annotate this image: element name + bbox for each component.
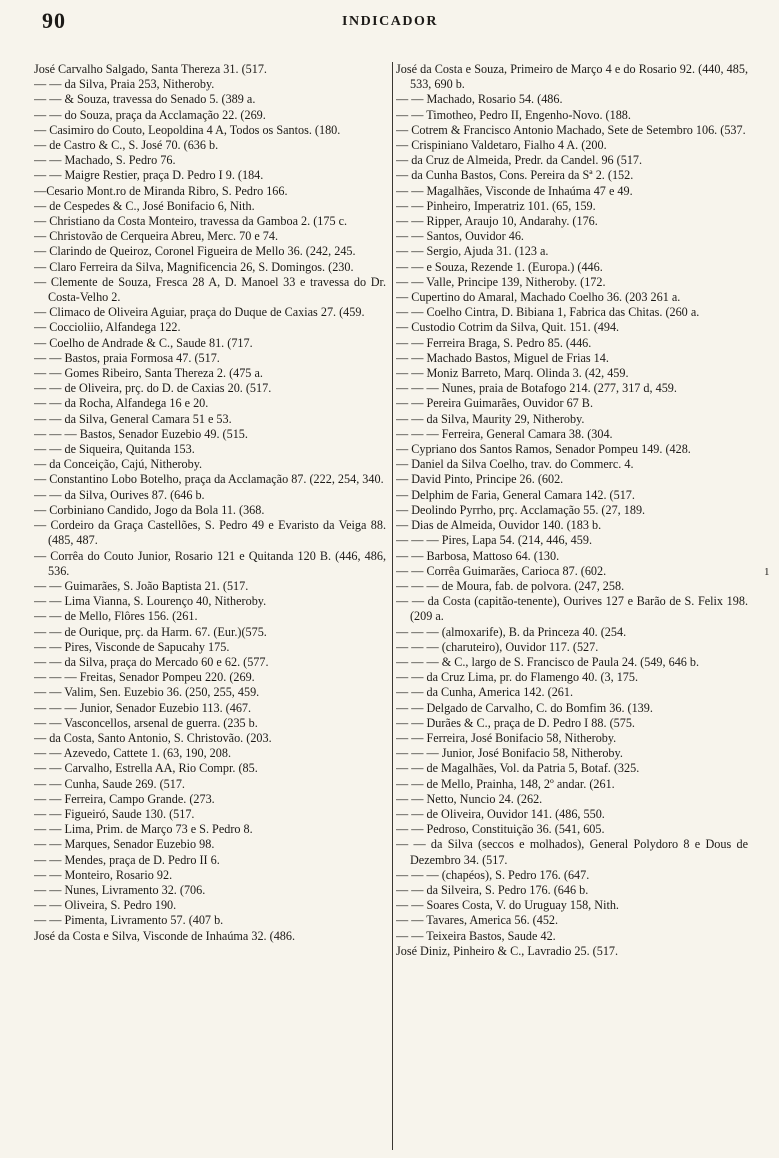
directory-entry: — — de Magalhães, Vol. da Patria 5, Botaf. (325. <box>396 761 640 776</box>
directory-entry: — da Costa, Santo Antonio, S. Christovão. (203. <box>34 730 272 745</box>
directory-entry: — — — (chapéos), S. Pedro 176. (647. <box>396 867 590 882</box>
directory-entry: — — Mendes, praça de D. Pedro II 6. <box>34 852 220 867</box>
directory-entry: — — do Souza, praça da Acclamação 22. (269. <box>34 107 266 122</box>
directory-entry: — — Netto, Nuncio 24. (262. <box>396 791 543 806</box>
directory-entry: — — Azevedo, Cattete 1. (63, 190, 208. <box>34 746 231 761</box>
directory-entry: — — Nunes, Livramento 32. (706. <box>34 882 206 897</box>
directory-columns <box>34 62 746 1154</box>
directory-entry: — — da Cunha, America 142. (261. <box>396 685 574 700</box>
directory-entry: — Daniel da Silva Coelho, trav. do Commerc. 4. <box>396 457 634 472</box>
directory-entry: — Climaco de Oliveira Aguiar, praça do Duque de Caxias 27. (459. <box>34 305 365 320</box>
directory-entry: — da Cunha Bastos, Cons. Pereira da Sª 2. (152. <box>396 168 634 183</box>
directory-entry: — — Valle, Principe 139, Nitheroby. (172. <box>396 274 606 289</box>
directory-entry: — Christovão de Cerqueira Abreu, Merc. 70 e 74. <box>34 229 279 244</box>
directory-entry: — — da Costa (capitão-tenente), Ourives 127 e Barão de S. Felix 198. (209 a. <box>396 594 748 624</box>
directory-entry: — — e Souza, Rezende 1. (Europa.) (446. <box>396 259 603 274</box>
directory-entry: — — Cunha, Saude 269. (517. <box>34 776 185 791</box>
directory-entry: — — Moniz Barreto, Marq. Olinda 3. (42, 459. <box>396 366 629 381</box>
directory-entry: — Corrêa do Couto Junior, Rosario 121 e Quitanda 120 B. (446, 486, 536. <box>34 548 386 578</box>
directory-entry: — — Marques, Senador Euzebio 98. <box>34 837 215 852</box>
directory-entry: — Cotrem & Francisco Antonio Machado, Sete de Setembro 106. (537. <box>396 122 746 137</box>
directory-entry: — — de Ourique, prç. da Harm. 67. (Eur.)(575. <box>34 624 267 639</box>
directory-entry: — — Santos, Ouvidor 46. <box>396 229 524 244</box>
directory-entry: — — de Siqueira, Quitanda 153. <box>34 442 195 457</box>
directory-entry: — — — & C., largo de S. Francisco de Paula 24. (549, 646 b. <box>396 654 700 669</box>
directory-entry: — — — Freitas, Senador Pompeu 220. (269. <box>34 670 255 685</box>
directory-entry: — — — Ferreira, General Camara 38. (304. <box>396 426 613 441</box>
directory-entry: — — da Rocha, Alfandega 16 e 20. <box>34 396 209 411</box>
directory-entry: — — Ferreira, Campo Grande. (273. <box>34 791 215 806</box>
directory-entry: José da Costa e Souza, Primeiro de Março 4 e do Rosario 92. (440, 485, 533, 690 b. <box>396 62 748 92</box>
directory-entry: — — Pires, Visconde de Sapucahy 175. <box>34 639 230 654</box>
directory-entry: — de Castro & C., S. José 70. (636 b. <box>34 138 219 153</box>
directory-entry: — Coelho de Andrade & C., Saude 81. (717. <box>34 335 253 350</box>
directory-entry: — — Carvalho, Estrella AA, Rio Compr. (85. <box>34 761 258 776</box>
directory-entry: — — da Silva, praça do Mercado 60 e 62. (577. <box>34 654 269 669</box>
directory-entry: — Clemente de Souza, Fresca 28 A, D. Manoel 33 e travessa do Dr. Costa-Velho 2. <box>34 274 386 305</box>
directory-entry: — — Pereira Guimarães, Ouvidor 67 B. <box>396 396 593 411</box>
directory-entry: — Crispiniano Valdetaro, Fialho 4 A. (200. <box>396 138 607 153</box>
directory-entry: — Clarindo de Queiroz, Coronel Figueira de Mello 36. (242, 245. <box>34 244 356 259</box>
directory-entry: — Casimiro do Couto, Leopoldina 4 A, Todos os Santos. (180. <box>34 122 341 137</box>
directory-entry: — — da Cruz Lima, pr. do Flamengo 40. (3, 175. <box>396 670 639 685</box>
directory-entry: — — Soares Costa, V. do Uruguay 158, Nith. <box>396 898 619 913</box>
directory-entry: — — — Junior, José Bonifacio 58, Nitheroby. <box>396 746 623 761</box>
directory-entry: — Cordeiro da Graça Castellões, S. Pedro 49 e Evaristo da Veiga 88. (485, 487. <box>34 518 386 548</box>
margin-mark: 1 <box>764 566 770 578</box>
right-column <box>396 62 748 1154</box>
directory-entry: — Constantino Lobo Botelho, praça da Acclamação 87. (222, 254, 340. <box>34 472 384 487</box>
directory-entry: — Christiano da Costa Monteiro, travessa da Gamboa 2. (175 c. <box>34 214 348 229</box>
directory-entry: — — Figueiró, Saude 130. (517. <box>34 806 195 821</box>
directory-entry: — da Conceição, Cajú, Nitheroby. <box>34 457 203 472</box>
directory-entry: — Cupertino do Amaral, Machado Coelho 36. (203 261 a. <box>396 290 681 305</box>
directory-entry: — — Gomes Ribeiro, Santa Thereza 2. (475 a. <box>34 366 263 381</box>
directory-entry: — — de Mello, Flôres 156. (261. <box>34 609 198 624</box>
directory-entry: — — — Nunes, praia de Botafogo 214. (277, 317 d, 459. <box>396 381 677 396</box>
directory-entry: — — Tavares, America 56. (452. <box>396 913 559 928</box>
directory-entry: — — de Mello, Prainha, 148, 2º andar. (261. <box>396 776 615 791</box>
directory-entry: — — Valim, Sen. Euzebio 36. (250, 255, 459. <box>34 685 260 700</box>
directory-entry: — — Bastos, praia Formosa 47. (517. <box>34 350 220 365</box>
directory-entry: — — da Silveira, S. Pedro 176. (646 b. <box>396 882 589 897</box>
directory-entry: — — — Junior, Senador Euzebio 113. (467. <box>34 700 252 715</box>
directory-entry: — — Delgado de Carvalho, C. do Bomfim 36. (139. <box>396 700 653 715</box>
directory-entry: — — Maigre Restier, praça D. Pedro I 9. (184. <box>34 168 264 183</box>
directory-entry: — — — (almoxarife), B. da Princeza 40. (254. <box>396 624 627 639</box>
directory-entry: — — Lima Vianna, S. Lourenço 40, Nitheroby. <box>34 594 267 609</box>
directory-entry: — — Machado, Rosario 54. (486. <box>396 92 563 107</box>
directory-entry: — — Teixeira Bastos, Saude 42. <box>396 928 556 943</box>
column-divider <box>392 62 393 1150</box>
directory-entry: — — da Silva, Maurity 29, Nitheroby. <box>396 411 585 426</box>
directory-entry: — — Pinheiro, Imperatriz 101. (65, 159. <box>396 198 596 213</box>
directory-entry: — — Ferreira, José Bonifacio 58, Nitheroby. <box>396 730 617 745</box>
left-column <box>34 62 386 1154</box>
directory-entry: — — Machado Bastos, Miguel de Frias 14. <box>396 350 609 365</box>
directory-entry: — — da Silva, Praia 253, Nitheroby. <box>34 77 215 92</box>
directory-entry: — — da Silva (seccos e molhados), General Polydoro 8 e Dous de Dezembro 34. (517. <box>396 837 748 867</box>
directory-entry: — — Ripper, Araujo 10, Andarahy. (176. <box>396 214 598 229</box>
directory-entry: — — Monteiro, Rosario 92. <box>34 867 173 882</box>
directory-entry: — — da Silva, General Camara 51 e 53. <box>34 411 232 426</box>
directory-entry: — — Coelho Cintra, D. Bibiana 1, Fabrica das Chitas. (260 a. <box>396 305 700 320</box>
directory-entry: — — Durães & C., praça de D. Pedro I 88. (575. <box>396 715 635 730</box>
directory-entry: — — Pimenta, Livramento 57. (407 b. <box>34 913 224 928</box>
directory-entry: — — Oliveira, S. Pedro 190. <box>34 898 177 913</box>
directory-entry: — — Sergio, Ajuda 31. (123 a. <box>396 244 549 259</box>
directory-entry: — Dias de Almeida, Ouvidor 140. (183 b. <box>396 518 602 533</box>
directory-entry: — Coccioliio, Alfandega 122. <box>34 320 181 335</box>
directory-entry: — — Ferreira Braga, S. Pedro 85. (446. <box>396 335 592 350</box>
directory-entry: — — — (charuteiro), Ouvidor 117. (527. <box>396 639 599 654</box>
directory-entry: — Corbiniano Candido, Jogo da Bola 11. (368. <box>34 502 265 517</box>
directory-entry: — — Corrêa Guimarães, Carioca 87. (602. <box>396 563 607 578</box>
page-header <box>40 6 740 36</box>
directory-entry: José da Costa e Silva, Visconde de Inhaúma 32. (486. <box>34 928 296 943</box>
running-head: INDICADOR <box>342 14 438 29</box>
directory-entry: — — — Bastos, Senador Euzebio 49. (515. <box>34 426 248 441</box>
page-number: 90 <box>42 8 66 33</box>
directory-entry: — — de Oliveira, prç. do D. de Caxias 20. (517. <box>34 381 272 396</box>
directory-entry: — Deolindo Pyrrho, prç. Acclamação 55. (27, 189. <box>396 502 646 517</box>
directory-entry: José Diniz, Pinheiro & C., Lavradio 25. (517. <box>396 943 619 958</box>
directory-entry: — Claro Ferreira da Silva, Magnificencia 26, S. Domingos. (230. <box>34 259 354 274</box>
directory-entry: — — Timotheo, Pedro II, Engenho-Novo. (188. <box>396 107 631 122</box>
directory-entry: — Custodio Cotrim da Silva, Quit. 151. (494. <box>396 320 620 335</box>
directory-entry: — — Guimarães, S. João Baptista 21. (517. <box>34 578 249 593</box>
directory-entry: — — — de Moura, fab. de polvora. (247, 258. <box>396 578 625 593</box>
directory-entry: — Delphim de Faria, General Camara 142. (517. <box>396 487 635 502</box>
directory-entry: — — Vasconcellos, arsenal de guerra. (235 b. <box>34 715 258 730</box>
directory-entry: — David Pinto, Principe 26. (602. <box>396 472 564 487</box>
directory-entry: — — Machado, S. Pedro 76. <box>34 153 176 168</box>
directory-entry: — — Barbosa, Mattoso 64. (130. <box>396 548 560 563</box>
directory-entry: —Cesario Mont.ro de Miranda Ribro, S. Pedro 166. <box>34 183 288 198</box>
directory-entry: — — Magalhães, Visconde de Inhaúma 47 e 49. <box>396 183 633 198</box>
directory-entry: — — — Pires, Lapa 54. (214, 446, 459. <box>396 533 592 548</box>
directory-entry: — — Lima, Prim. de Março 73 e S. Pedro 8. <box>34 822 253 837</box>
directory-entry: — — da Silva, Ourives 87. (646 b. <box>34 487 205 502</box>
directory-entry: — de Cespedes & C., José Bonifacio 6, Nith. <box>34 198 255 213</box>
directory-entry: — — & Souza, travessa do Senado 5. (389 a. <box>34 92 256 107</box>
directory-entry: — — de Oliveira, Ouvidor 141. (486, 550. <box>396 806 605 821</box>
directory-entry: — — Pedroso, Constituição 36. (541, 605. <box>396 822 605 837</box>
directory-entry: José Carvalho Salgado, Santa Thereza 31. (517. <box>34 62 267 76</box>
directory-entry: — Cypriano dos Santos Ramos, Senador Pompeu 149. (428. <box>396 442 691 457</box>
directory-entry: — da Cruz de Almeida, Predr. da Candel. 96 (517. <box>396 153 643 168</box>
